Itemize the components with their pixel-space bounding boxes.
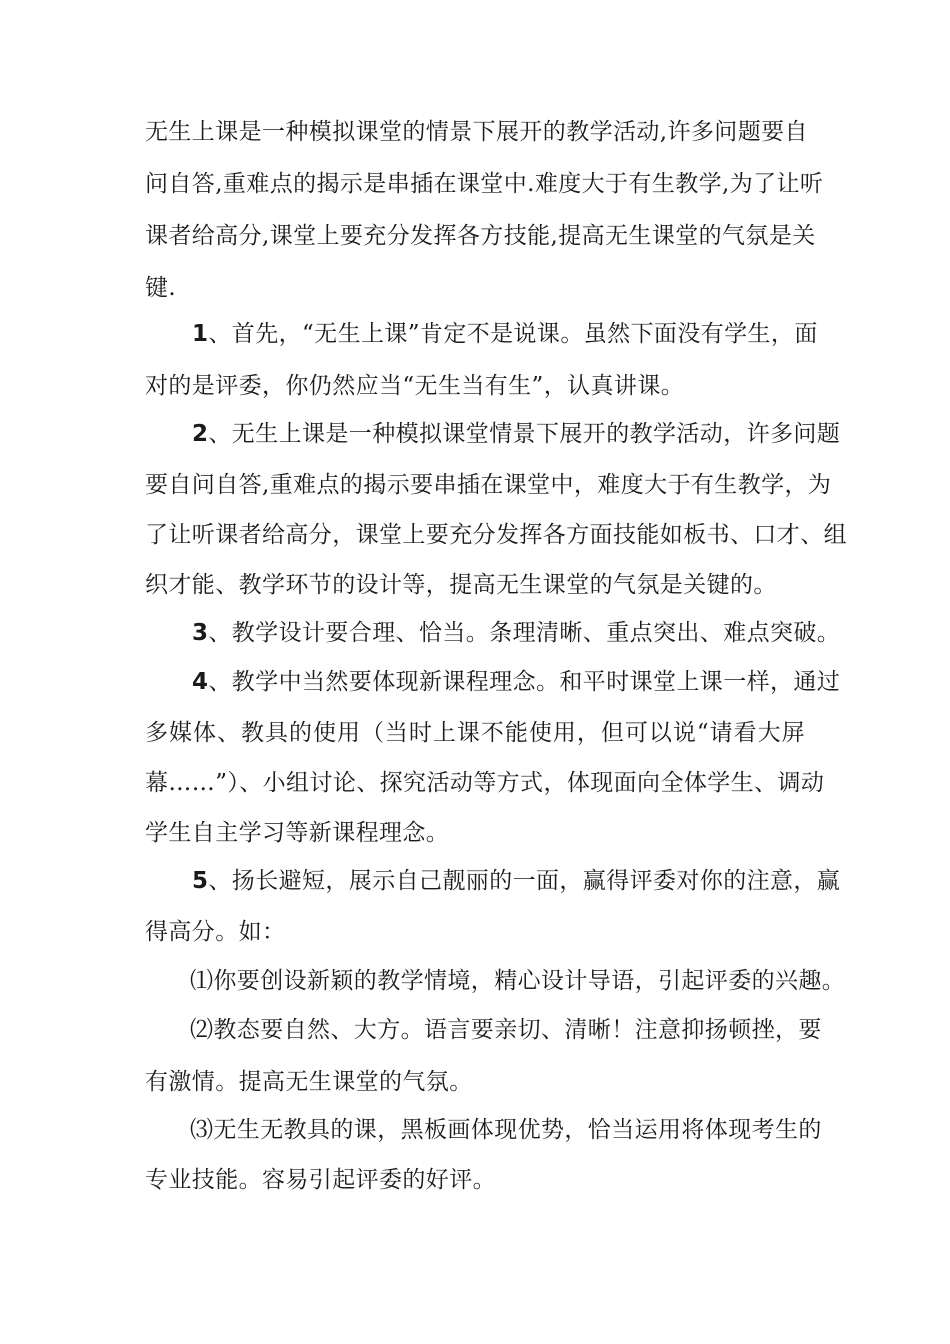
item-2-line-2: 要自问自答,重难点的揭示要串插在课堂中，难度大于有生教学，为 [145, 472, 832, 498]
item-5-line-1 [192, 867, 840, 895]
item-1-text: 、首先，“无生上课”肯定不是说课。虽然下面没有学生，面 [208, 321, 818, 347]
item-2-text: 、无生上课是一种模拟课堂情景下展开的教学活动，许多问题 [208, 421, 841, 447]
subitem-3-line-1: ⑶无生无教具的课，黑板画体现优势，恰当运用将体现考生的 [190, 1117, 822, 1143]
item-3-text: 、教学设计要合理、恰当。条理清晰、重点突出、难点突破。 [208, 620, 841, 646]
item-4-line-2: 多媒体、教具的使用（当时上课不能使用，但可以说“请看大屏 [145, 720, 805, 746]
item-4-line-4: 学生自主学习等新课程理念。 [145, 820, 450, 846]
item-2-number: 2 [192, 421, 209, 447]
item-4-line-3: 幕……”）、小组讨论、探究活动等方式，体现面向全体学生、调动 [145, 770, 825, 796]
intro-line-1: 无生上课是一种模拟课堂的情景下展开的教学活动,许多问题要自 [145, 119, 808, 145]
item-5-line-2: 得高分。如： [145, 919, 286, 945]
intro-line-3: 课者给高分,课堂上要充分发挥各方技能,提高无生课堂的气氛是关 [145, 223, 816, 249]
item-5-number: 5 [192, 868, 209, 894]
item-4-text: 、教学中当然要体现新课程理念。和平时课堂上课一样，通过 [208, 669, 841, 695]
item-4-line-1 [192, 668, 840, 696]
item-2-line-4: 织才能、教学环节的设计等，提高无生课堂的气氛是关键的。 [145, 572, 777, 598]
item-2-line-3: 了让听课者给高分，课堂上要充分发挥各方面技能如板书、口才、组 [145, 522, 847, 548]
intro-line-2: 问自答,重难点的揭示是串插在课堂中.难度大于有生教学,为了让听 [145, 171, 824, 197]
subitem-2-line-1: ⑵教态要自然、大方。语言要亲切、清晰！注意抑扬顿挫，要 [190, 1017, 822, 1043]
item-2-line-1 [192, 420, 840, 448]
subitem-2-line-2: 有激情。提高无生课堂的气氛。 [145, 1069, 473, 1095]
item-1-line-1 [192, 320, 818, 348]
item-4-number: 4 [192, 669, 209, 695]
item-1-line-2: 对的是评委，你仍然应当“无生当有生”，认真讲课。 [145, 373, 685, 399]
item-3-number: 3 [192, 620, 209, 646]
intro-line-4: 键. [145, 275, 177, 301]
item-1-number: 1 [192, 321, 209, 347]
item-3-line-1 [192, 619, 840, 647]
subitem-1-line-1: ⑴你要创设新颖的教学情境，精心设计导语，引起评委的兴趣。 [190, 968, 846, 994]
item-5-text: 、扬长避短，展示自己靓丽的一面，赢得评委对你的注意，赢 [208, 868, 841, 894]
subitem-3-line-2: 专业技能。容易引起评委的好评。 [145, 1167, 496, 1193]
